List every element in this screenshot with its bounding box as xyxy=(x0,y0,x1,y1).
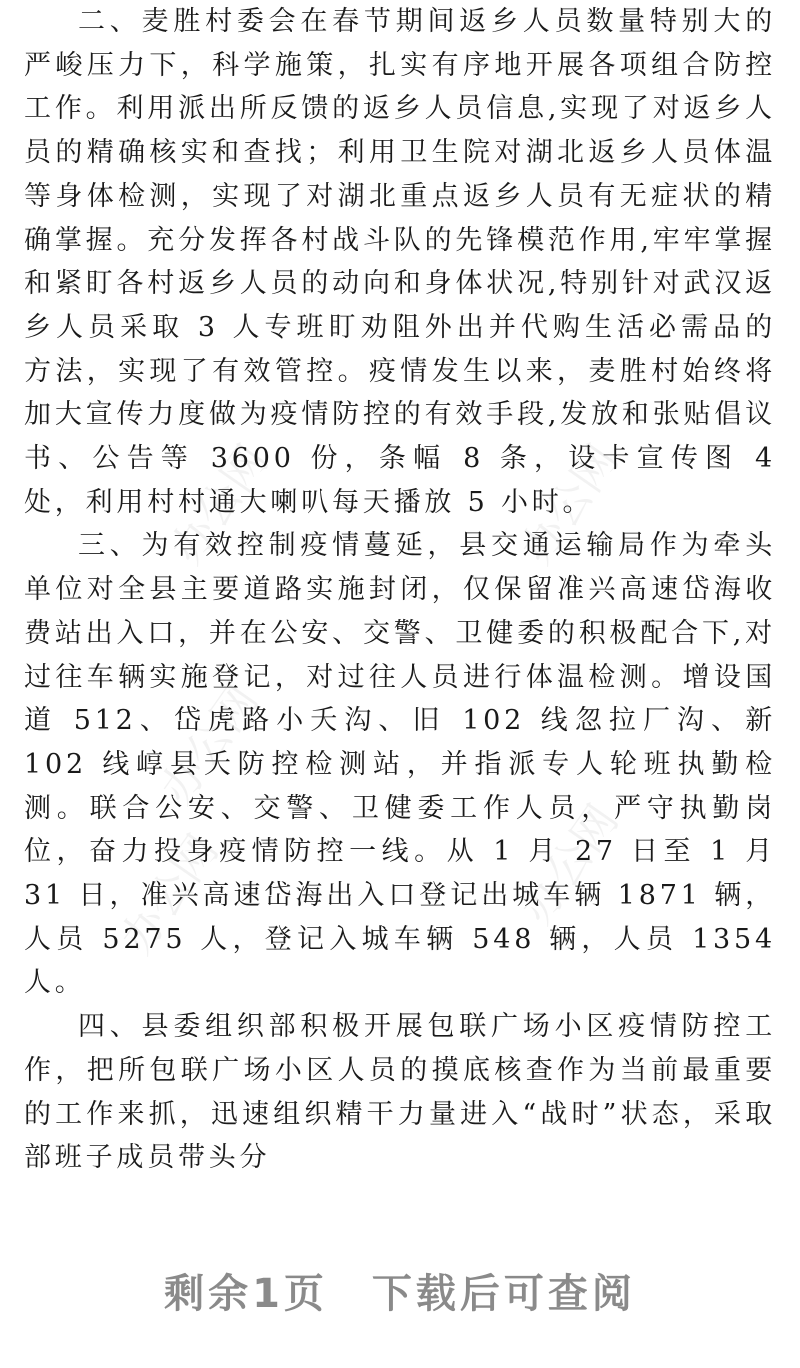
paragraph-3: 三、为有效控制疫情蔓延，县交通运输局作为牵头单位对全县主要道路实施封闭，仅保留准兴高速岱海收费站出入口，并在公安、交警、卫健委的积极配合下,对过往车辆实施登记，对过往人员进行体温检测。增设国道 512、岱虎路小夭沟、旧 102 线忽拉厂沟、新 102 线崞县夭防控检测站，并指派专人轮班执勤检测。联合公安、交警、卫健委工作人员，严守执勤岗位，奋力投身疫情防控一线。从 1 月 27 日至 1 月 31 日，准兴高速岱海出入口登记出城车辆 1871 辆，人员 5275 人，登记入城车辆 548 辆，人员 1354 人。 xyxy=(24,530,776,999)
remaining-pages-label: 剩余1页 xyxy=(164,1271,328,1317)
watermark-3: 办公网 xyxy=(150,675,269,814)
document-body xyxy=(24,0,776,1180)
watermark-1: 办公网 xyxy=(160,435,279,574)
download-to-view-label[interactable]: 下载后可查阅 xyxy=(371,1271,636,1317)
paragraph-2: 二、麦胜村委会在春节期间返乡人员数量特别大的严峻压力下，科学施策，扎实有序地开展各项组合防控工作。利用派出所反馈的返乡人员信息,实现了对返乡人员的精确核实和查找；利用卫生院对湖北返乡人员体温等身体检测，实现了对湖北重点返乡人员有无症状的精确掌握。充分发挥各村战斗队的先锋模范作用,牢牢掌握和紧盯各村返乡人员的动向和身体状况,特别针对武汉返乡人员采取 3 人专班盯劝阻外出并代购生活必需品的方法，实现了有效管控。疫情发生以来，麦胜村始终将加大宣传力度做为疫情防控的有效手段,发放和张贴倡议书、公告等 3600 份，条幅 8 条，设卡宣传图 4 处，利用村村通大喇叭每天播放 5 小时。 xyxy=(24,6,776,518)
watermark-5: 办公网 xyxy=(110,825,229,964)
download-prompt[interactable] xyxy=(0,1262,800,1319)
paragraph-4: 四、县委组织部积极开展包联广场小区疫情防控工作，把所包联广场小区人员的摸底核查作为当前最重要的工作来抓，迅速组织精干力量进入“战时”状态，采取部班子成员带头分 xyxy=(24,1011,776,1174)
watermark-2: 办公网 xyxy=(510,435,629,574)
watermark-4: 办公网 xyxy=(510,795,629,934)
